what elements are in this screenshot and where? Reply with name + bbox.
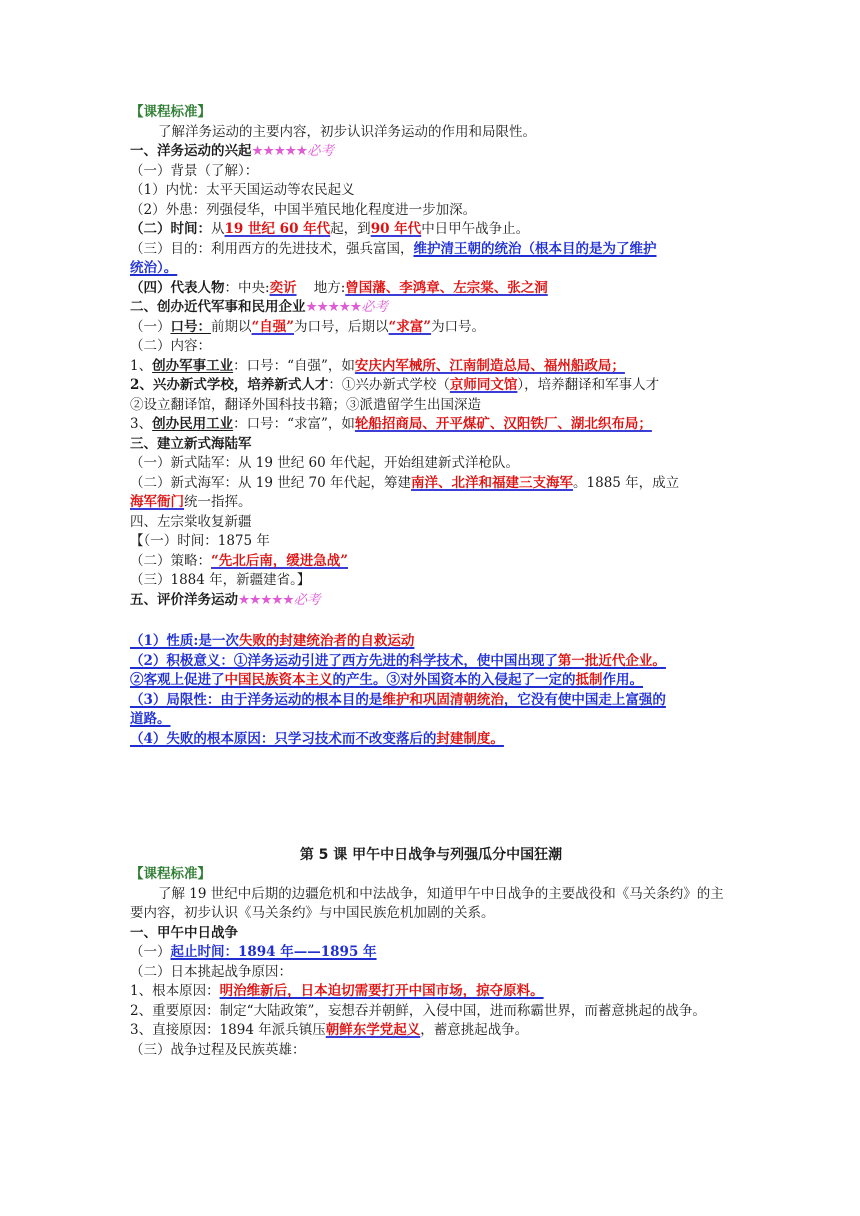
slogan-line: （一）口号：前期以“自强”为口号，后期以“求富”为口号。 xyxy=(130,318,486,335)
curriculum-standard-text-2: 了解 19 世纪中后期的边疆危机和中法战争，知道甲午中日战争的主要战役和《马关条约》的主要内容，初步认识《马关条约》与中国民族危机加剧的关系。 xyxy=(130,885,724,921)
star-rating-icon: ★★★★★ xyxy=(238,591,294,608)
content-item-2: 2、兴办新式学校，培养新式人才：①兴办新式学校（京师同文馆），培养翻译和军事人才 xyxy=(130,377,660,393)
xinjiang-time: 【（一）时间：1875 年 xyxy=(130,533,270,549)
evaluation-block xyxy=(130,632,732,749)
content-item-3: 3、创办民用工业：口号：“求富”，如轮船招商局、开平煤矿、汉阳铁厂、湖北织布局； xyxy=(130,416,652,432)
army-line: （一）新式陆军：从 19 世纪 60 年代起，开始组建新式洋枪队。 xyxy=(130,455,520,471)
background-internal: （1）内忧：太平天国运动等农民起义 xyxy=(130,182,355,198)
section-heading-3: 三、建立新式海陆军 xyxy=(130,435,252,452)
evaluation-failure: （4）失败的根本原因：只学习技术而不改变落后的封建制度。 xyxy=(130,730,504,747)
content-item-1: 1、创办军事工业：口号：“自强”，如安庆内军械所、江南制造总局、福州船政局； xyxy=(130,357,625,374)
war-cause-1: 1、根本原因：明治维新后，日本迫切需要打开中国市场，掠夺原料。 xyxy=(130,983,544,999)
war-process-heading: （三）战争过程及民族英雄： xyxy=(130,1041,306,1058)
curriculum-standard-label: 【课程标准】 xyxy=(130,104,211,120)
navy-line: （二）新式海军：从 19 世纪 70 年代起，筹建南洋、北洋和福建三支海军。1885 年，成立 xyxy=(130,474,680,491)
time-line: （二）时间：从19 世纪 60 年代起，到90 年代中日甲午战争止。 xyxy=(130,221,530,237)
star-rating-icon: ★★★★★ xyxy=(251,143,308,159)
curriculum-standard-label-2: 【课程标准】 xyxy=(130,866,211,882)
xinjiang-province: （三）1884 年，新疆建省。】 xyxy=(130,572,311,588)
aim-line: （三）目的：利用西方的先进技术，强兵富国，维护清王朝的统治（根本目的是为了维护 xyxy=(130,240,657,257)
section-heading-1: 一、洋务运动的兴起★★★★★必考 xyxy=(130,143,335,159)
section-heading-4: 四、左宗棠收复新疆 xyxy=(130,513,252,530)
content-item-2-cont: ②设立翻译馆，翻译外国科技书籍；③派遣留学生出国深造 xyxy=(130,396,481,413)
curriculum-standard-text: 了解洋务运动的主要内容，初步认识洋务运动的作用和局限性。 xyxy=(158,123,536,140)
content-heading: （二）内容： xyxy=(130,338,211,354)
evaluation-nature: （1）性质:是一次失败的封建统治者的自救运动 xyxy=(130,633,415,649)
evaluation-limitation-cont: 道路。 xyxy=(130,711,171,727)
xinjiang-strategy: （二）策略：“先北后南，缓进急战” xyxy=(130,552,349,569)
evaluation-limitation: （3）局限性：由于洋务运动的根本目的是维护和巩固清朝统治，它没有使中国走上富强的 xyxy=(130,691,666,708)
background-external: （2）外患：列强侵华，中国半殖民地化程度进一步加深。 xyxy=(130,201,477,218)
lesson-title: 第 5 课 甲午中日战争与列强瓜分中国狂潮 xyxy=(299,847,563,863)
background-heading: （一）背景（了解）： xyxy=(130,162,259,179)
section-heading-2: 二、创办近代军事和民用企业★★★★★必考 xyxy=(130,299,389,315)
section-heading-5: 五、评价洋务运动★★★★★必考 xyxy=(130,591,321,608)
representatives-line: （四）代表人物：中央:奕䜣 地方:曾国藩、李鸿章、左宗棠、张之洞 xyxy=(130,279,548,296)
war-cause-heading: （二）日本挑起战争原因： xyxy=(130,963,292,980)
document-page xyxy=(130,103,732,1060)
evaluation-positive-cont: ②客观上促进了中国民族资本主义的产生。③对外国资本的入侵起了一定的抵制作用。 xyxy=(130,672,643,688)
star-rating-icon: ★★★★★ xyxy=(305,299,362,315)
war-heading: 一、甲午中日战争 xyxy=(130,924,238,941)
war-cause-2: 2、重要原因：制定“大陆政策”，妄想吞并朝鲜，入侵中国，进而称霸世界，而蓄意挑起的战争。 xyxy=(130,1002,706,1019)
aim-line-cont: 统治）。 xyxy=(130,260,178,276)
navy-line-cont: 海军衙门统一指挥。 xyxy=(130,494,252,510)
war-cause-3: 3、直接原因：1894 年派兵镇压朝鲜东学党起义，蓄意挑起战争。 xyxy=(130,1022,529,1038)
war-time: （一）起止时间：1894 年——1895 年 xyxy=(130,944,377,960)
evaluation-positive: （2）积极意义：①洋务运动引进了西方先进的科学技术，使中国出现了第一批近代企业。 xyxy=(130,652,666,669)
